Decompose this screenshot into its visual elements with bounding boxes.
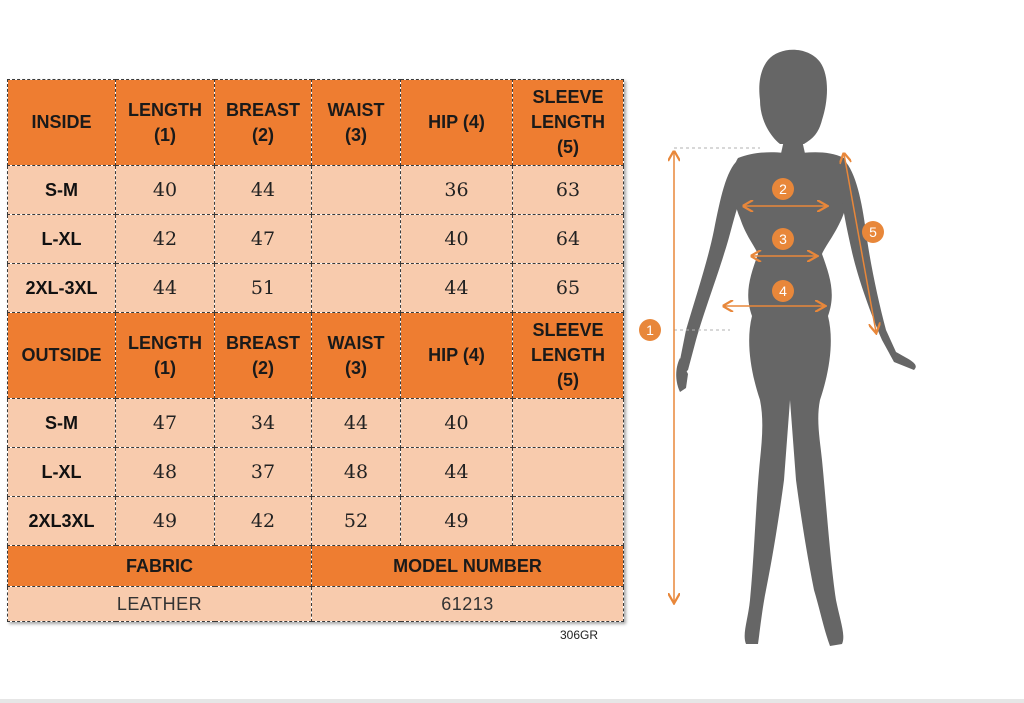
waist-cell: [312, 166, 401, 215]
sleeve-cell: 65: [513, 264, 624, 313]
inside-header-breast: BREAST (2): [215, 80, 312, 166]
page-bottom-divider: [0, 699, 1024, 703]
waist-cell: [312, 215, 401, 264]
product-code: 306GR: [560, 628, 599, 642]
length-cell: 40: [116, 166, 215, 215]
fabric-value: LEATHER: [8, 587, 312, 622]
marker-3-badge: [772, 228, 794, 250]
marker-4-text: 4: [779, 283, 787, 299]
inside-header-sleeve: SLEEVE LENGTH (5): [513, 80, 624, 166]
waist-cell: [312, 264, 401, 313]
breast-cell: 44: [215, 166, 312, 215]
length-cell: 44: [116, 264, 215, 313]
inside-header-waist: WAIST (3): [312, 80, 401, 166]
info-value-row: [8, 587, 624, 622]
outside-header-waist: WAIST (3): [312, 313, 401, 399]
model-number-value: 61213: [312, 587, 624, 622]
size-label: S-M: [8, 166, 116, 215]
sleeve-cell: [513, 497, 624, 546]
length-cell: 48: [116, 448, 215, 497]
inside-row: [8, 166, 624, 215]
marker-1-text: 1: [646, 322, 654, 338]
outside-header-length: LENGTH (1): [116, 313, 215, 399]
inside-row: [8, 215, 624, 264]
fabric-label: FABRIC: [8, 546, 312, 587]
waist-cell: 48: [312, 448, 401, 497]
marker-2-badge: [772, 178, 794, 200]
hip-cell: 49: [401, 497, 513, 546]
body-measurement-figure: [630, 40, 950, 660]
hip-cell: 40: [401, 215, 513, 264]
sleeve-cell: 63: [513, 166, 624, 215]
size-label: 2XL3XL: [8, 497, 116, 546]
inside-header-row: [8, 80, 624, 166]
size-label: 2XL-3XL: [8, 264, 116, 313]
body-silhouette: [676, 50, 916, 646]
outside-header-hip: HIP (4): [401, 313, 513, 399]
outside-row: [8, 399, 624, 448]
size-label: S-M: [8, 399, 116, 448]
hip-cell: 36: [401, 166, 513, 215]
marker-2-text: 2: [779, 181, 787, 197]
size-label: L-XL: [8, 448, 116, 497]
hip-cell: 44: [401, 264, 513, 313]
marker-4-badge: [772, 280, 794, 302]
breast-cell: 34: [215, 399, 312, 448]
outside-row: [8, 448, 624, 497]
inside-header-length: LENGTH (1): [116, 80, 215, 166]
inside-header-hip: HIP (4): [401, 80, 513, 166]
breast-cell: 42: [215, 497, 312, 546]
sleeve-cell: [513, 448, 624, 497]
sleeve-arrow: [844, 154, 876, 332]
info-header-row: [8, 546, 624, 587]
sleeve-cell: 64: [513, 215, 624, 264]
length-cell: 47: [116, 399, 215, 448]
waist-cell: 44: [312, 399, 401, 448]
hip-cell: 44: [401, 448, 513, 497]
marker-5-badge: [862, 221, 884, 243]
inside-header-title: INSIDE: [8, 80, 116, 166]
hip-cell: 40: [401, 399, 513, 448]
sleeve-cell: [513, 399, 624, 448]
length-cell: 49: [116, 497, 215, 546]
length-cell: 42: [116, 215, 215, 264]
outside-row: [8, 497, 624, 546]
outside-header-breast: BREAST (2): [215, 313, 312, 399]
size-label: L-XL: [8, 215, 116, 264]
size-chart-table: [7, 79, 624, 622]
outside-header-sleeve: SLEEVE LENGTH (5): [513, 313, 624, 399]
marker-5-text: 5: [869, 224, 877, 240]
outside-header-title: OUTSIDE: [8, 313, 116, 399]
outside-header-row: [8, 313, 624, 399]
inside-row: [8, 264, 624, 313]
breast-cell: 51: [215, 264, 312, 313]
breast-cell: 37: [215, 448, 312, 497]
marker-3-text: 3: [779, 231, 787, 247]
waist-cell: 52: [312, 497, 401, 546]
breast-cell: 47: [215, 215, 312, 264]
model-number-label: MODEL NUMBER: [312, 546, 624, 587]
marker-1-badge: [639, 319, 661, 341]
